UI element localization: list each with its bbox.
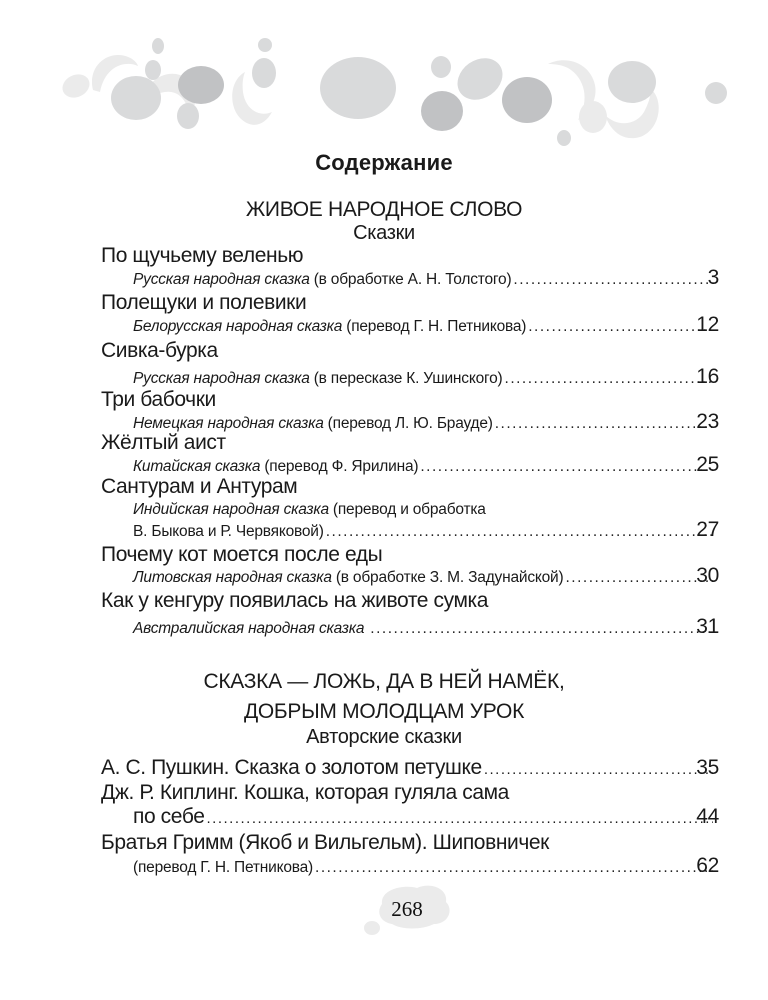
toc-entry-source bbox=[133, 858, 718, 878]
page-ref[interactable]: 44 bbox=[696, 805, 719, 828]
dot-leader bbox=[207, 807, 714, 831]
source-note: (в обработке А. Н. Толстого) bbox=[313, 271, 512, 288]
page-ref[interactable]: 3 bbox=[707, 266, 719, 289]
toc-entry-source bbox=[133, 317, 718, 337]
toc-entry-source bbox=[133, 568, 718, 588]
toc-entry-continued bbox=[133, 805, 719, 831]
dot-leader bbox=[505, 369, 714, 389]
dot-leader bbox=[370, 619, 714, 639]
source-label: Австралийская народная сказка bbox=[133, 620, 365, 637]
page-ref[interactable]: 27 bbox=[696, 518, 719, 541]
toc-entry[interactable] bbox=[101, 756, 719, 782]
bubble bbox=[111, 76, 161, 120]
page-title: Содержание bbox=[315, 150, 453, 175]
toc-entry-source bbox=[133, 457, 718, 477]
section-heading-line2: ДОБРЫМ МОЛОДЦАМ УРОК bbox=[243, 700, 525, 723]
toc-entry-title[interactable]: Полещуки и полевики bbox=[101, 291, 307, 314]
page-ref[interactable]: 25 bbox=[696, 453, 719, 476]
decorative-bubbles bbox=[0, 0, 768, 160]
toc-entry-source bbox=[133, 369, 718, 389]
source-note: (перевод Г. Н. Петникова) bbox=[133, 859, 314, 876]
dot-leader bbox=[565, 568, 714, 588]
page-ref[interactable]: 23 bbox=[696, 410, 719, 433]
section-heading: СКАЗКА — ЛОЖЬ, ДА В НЕЙ НАМЁК, bbox=[203, 670, 565, 693]
page-ref[interactable]: 16 bbox=[696, 365, 719, 388]
toc-entry-title[interactable]: Как у кенгуру появилась на животе сумка bbox=[101, 589, 489, 612]
toc-entry-source bbox=[133, 270, 718, 290]
source-note: (в обработке З. М. Задунайской) bbox=[335, 569, 564, 586]
page-number: 268 bbox=[391, 897, 423, 921]
page-ref[interactable]: 62 bbox=[696, 854, 719, 877]
bubble bbox=[421, 91, 463, 131]
toc-entry-title[interactable]: Сантурам и Антурам bbox=[101, 475, 298, 498]
bubble bbox=[145, 60, 161, 80]
page-ref[interactable]: 30 bbox=[696, 564, 719, 587]
bubble bbox=[252, 58, 276, 88]
bubble bbox=[579, 101, 607, 133]
section-heading: ЖИВОЕ НАРОДНОЕ СЛОВО bbox=[245, 198, 523, 221]
bubble bbox=[59, 70, 94, 102]
bubble bbox=[557, 130, 571, 146]
toc-entry-title[interactable]: Братья Гримм (Якоб и Вильгельм). Шиповничек bbox=[101, 831, 549, 854]
source-label: Немецкая народная сказка bbox=[133, 415, 324, 432]
toc-entry-title[interactable]: По щучьему веленью bbox=[101, 244, 304, 267]
bubble bbox=[320, 57, 396, 119]
dot-leader bbox=[420, 457, 714, 477]
toc-entry-title: А. С. Пушкин. Сказка о золотом петушке bbox=[101, 756, 482, 779]
section-subheading: Сказки bbox=[353, 222, 415, 244]
source-note: (перевод Ф. Ярилина) bbox=[264, 458, 419, 475]
dot-leader bbox=[326, 522, 714, 542]
toc-entry-title[interactable]: Дж. Р. Киплинг. Кошка, которая гуляла сама bbox=[101, 781, 509, 804]
bubble bbox=[178, 66, 224, 104]
source-note: (перевод Л. Ю. Брауде) bbox=[327, 415, 493, 432]
source-label: Литовская народная сказка bbox=[133, 569, 332, 586]
bubble bbox=[177, 103, 199, 129]
bubble bbox=[502, 77, 552, 123]
dot-leader bbox=[495, 414, 714, 434]
source-note: (перевод Г. Н. Петникова) bbox=[346, 318, 527, 335]
dot-leader bbox=[484, 758, 713, 782]
source-label: Китайская сказка bbox=[133, 458, 261, 475]
bubble bbox=[152, 38, 164, 54]
dot-leader bbox=[315, 858, 714, 878]
toc-entry-source bbox=[133, 500, 718, 520]
source-note: В. Быкова и Р. Червяковой) bbox=[133, 523, 324, 540]
page-ref[interactable]: 12 bbox=[696, 313, 719, 336]
toc-entry-source bbox=[133, 619, 718, 639]
bubble bbox=[705, 82, 727, 104]
bubble-group bbox=[59, 38, 727, 146]
source-label: Русская народная сказка bbox=[133, 271, 310, 288]
source-note: (перевод и обработка bbox=[332, 501, 486, 518]
bubble bbox=[608, 61, 656, 103]
page-ref[interactable]: 35 bbox=[696, 756, 719, 779]
toc-entry-title[interactable]: Почему кот моется после еды bbox=[101, 543, 383, 566]
bubble bbox=[258, 38, 272, 52]
source-label: Русская народная сказка bbox=[133, 370, 310, 387]
toc-entry-source-continued bbox=[133, 522, 718, 542]
toc-entry-title[interactable]: Жёлтый аист bbox=[101, 431, 226, 454]
toc-entry-title-continued: по себе bbox=[133, 805, 205, 828]
page-ref[interactable]: 31 bbox=[696, 615, 719, 638]
bubble bbox=[431, 56, 451, 78]
toc-entry-title[interactable]: Сивка-бурка bbox=[101, 339, 218, 362]
source-note: (в пересказе К. Ушинского) bbox=[313, 370, 503, 387]
source-label: Индийская народная сказка bbox=[133, 501, 329, 518]
dot-leader bbox=[513, 270, 714, 290]
section-subheading: Авторские сказки bbox=[306, 726, 462, 748]
source-label: Белорусская народная сказка bbox=[133, 318, 343, 335]
dot-leader bbox=[528, 317, 714, 337]
toc-entry-title[interactable]: Три бабочки bbox=[101, 388, 216, 411]
